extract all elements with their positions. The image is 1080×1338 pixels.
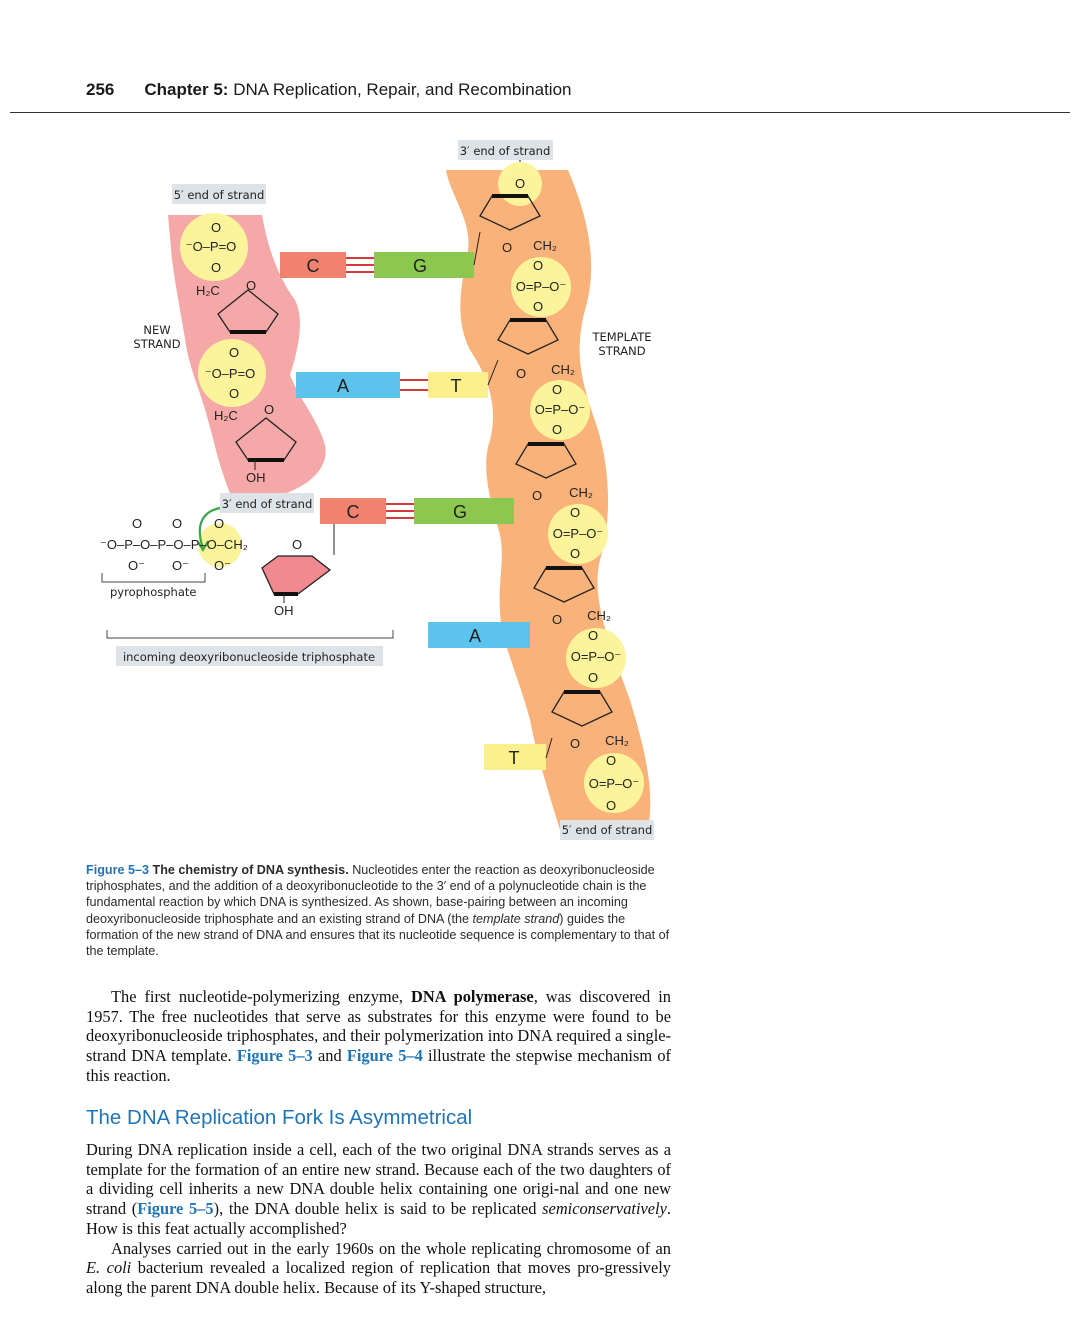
new-5-end-label: 5′ end of strand [173, 188, 265, 202]
template-5-end-label: 5′ end of strand [561, 823, 653, 837]
figure-5-5-link[interactable]: Figure 5–5 [137, 1199, 214, 1219]
paragraph-1: The first nucleotide-polymerizing enzyme, DNA polymerase, was discovered in 1957. The free nucleotides that serve as substrates for this enzyme were found to be deoxyribonucleoside triphosphates, and their polymerization into DNA required a single-strand DNA template. Figure 5–3 and Figure 5–4 illustrate the stepwise mechanism of this reaction. [86, 987, 671, 1085]
new-phosphate-1 [180, 213, 248, 281]
svg-text:O: O [605, 798, 617, 813]
term-dna-polymerase: DNA polymerase [411, 987, 534, 1006]
svg-text:CH₂: CH₂ [569, 485, 593, 500]
triphosphate-chain: ⁻O–P–O–P–O–P–O–CH₂ [100, 537, 248, 552]
svg-text:O: O [569, 505, 581, 520]
svg-text:O⁻: O⁻ [172, 558, 189, 573]
base-A-1-label: A [336, 376, 350, 396]
svg-text:O: O [552, 612, 563, 627]
template-strand-label-2: STRAND [598, 344, 646, 358]
section-heading: The DNA Replication Fork Is Asymmetrical [86, 1106, 473, 1129]
base-T-1-label: T [450, 376, 462, 396]
svg-text:O=P–O⁻: O=P–O⁻ [552, 526, 604, 541]
svg-text:⁻O–P=O: ⁻O–P=O [185, 239, 237, 254]
svg-text:O: O [605, 753, 617, 768]
figure-5-4-link[interactable]: Figure 5–4 [346, 1046, 423, 1066]
base-G-1-label: G [412, 256, 428, 276]
svg-text:O: O [551, 382, 563, 397]
svg-text:O: O [532, 258, 544, 273]
caption-figure-label: Figure 5–3 [86, 863, 149, 877]
template-phosphate-top [498, 162, 542, 206]
svg-text:O: O [587, 628, 599, 643]
chapter-label: Chapter 5: [144, 80, 229, 99]
svg-text:O: O [172, 516, 183, 531]
svg-text:O⁻: O⁻ [128, 558, 145, 573]
template-3-end-label: 3′ end of strand [459, 144, 551, 158]
new-h2c-2: H₂C [214, 408, 238, 423]
paragraph-3: Analyses carried out in the early 1960s on the whole replicating chromosome of an E. coli bacterium revealed a localized region of replication that moves pro-gressively along the parent DNA double helix. Because of its Y-shaped structure, [86, 1238, 671, 1297]
base-C-1-label: C [306, 256, 320, 276]
svg-text:CH₂: CH₂ [551, 362, 575, 377]
svg-text:O: O [514, 176, 526, 191]
svg-text:O: O [516, 366, 527, 381]
svg-text:O: O [292, 537, 303, 552]
incoming-sugar [262, 556, 330, 594]
new-strand-label-2: STRAND [133, 337, 181, 351]
caption-text-2: ) guides the formation of the new strand of DNA and ensures that its nucleotide sequence is complementary to that of the template. [86, 911, 670, 959]
svg-text:⁻O–P=O: ⁻O–P=O [204, 366, 256, 381]
caption-title: The chemistry of DNA synthesis. [152, 863, 349, 877]
figure-caption [86, 862, 676, 959]
svg-text:O: O [502, 240, 513, 255]
template-strand-label: TEMPLATE [592, 330, 652, 344]
new-h2c-1: H₂C [196, 283, 220, 298]
svg-text:O: O [551, 422, 563, 437]
svg-text:O=P–O⁻: O=P–O⁻ [588, 776, 640, 791]
svg-text:O: O [228, 345, 240, 360]
svg-text:O: O [569, 546, 581, 561]
paragraph-2: During DNA replication inside a cell, each of the two original DNA strands serves as a template for the formation of an entire new strand. Because each of the two daughters of a dividing cell inherits a new DNA double helix containing one origi-nal and one new strand (Figure 5–5), the DNA double helix is said to be replicated semiconservatively. How is this feat actually accomplished? Analyses carried out in the early 1960s on the whole replicating chromosome of an E. coli bacterium revealed a localized region of replication that moves pro-gressively along the parent DNA double helix. Because of its Y-shaped structure, [86, 1140, 671, 1297]
svg-text:O: O [532, 299, 544, 314]
svg-text:O: O [214, 516, 225, 531]
o-1: O [132, 516, 143, 531]
svg-text:CH₂: CH₂ [533, 238, 557, 253]
incoming-oh: OH [274, 603, 294, 618]
caption-text-1: Nucleotides enter the reaction as deoxyribonucleoside triphosphates, and the addition of a deoxyribonucleotide to the 3′ end of a polynucleotide chain is the fundamental reaction by which DNA is synthesized. As shown, base-pairing between an incoming deoxyribonucleoside triphosphate and an existing strand of DNA (the [86, 863, 655, 926]
new-phosphate-2 [198, 339, 266, 407]
base-G-2-label: G [452, 502, 468, 522]
svg-text:O: O [264, 402, 275, 417]
svg-text:CH₂: CH₂ [587, 608, 611, 623]
base-A-2-label: A [468, 626, 482, 646]
svg-text:O: O [246, 278, 257, 293]
page-number: 256 [86, 80, 115, 99]
incoming-label: incoming deoxyribonucleoside triphosphate [122, 650, 376, 664]
svg-text:O: O [210, 220, 222, 235]
svg-text:O=P–O⁻: O=P–O⁻ [515, 279, 567, 294]
svg-text:O: O [587, 670, 599, 685]
svg-text:O: O [532, 488, 543, 503]
svg-text:O⁻: O⁻ [214, 558, 231, 573]
svg-text:O: O [210, 260, 222, 275]
svg-text:CH₂: CH₂ [605, 733, 629, 748]
pyrophosphate-label: pyrophosphate [110, 585, 197, 599]
svg-text:O=P–O⁻: O=P–O⁻ [570, 649, 622, 664]
figure-5-3-link[interactable]: Figure 5–3 [236, 1046, 313, 1066]
chapter-title: DNA Replication, Repair, and Recombination [233, 80, 572, 99]
new-strand-label: NEW [143, 323, 171, 337]
new-3-end-label: 3′ end of strand [221, 497, 313, 511]
base-T-2-label: T [508, 748, 520, 768]
base-C-2-label: C [346, 502, 360, 522]
svg-text:O: O [228, 386, 240, 401]
svg-text:O: O [570, 736, 581, 751]
svg-text:O=P–O⁻: O=P–O⁻ [534, 402, 586, 417]
caption-italic: template strand [472, 911, 560, 926]
new-oh: OH [246, 470, 266, 485]
